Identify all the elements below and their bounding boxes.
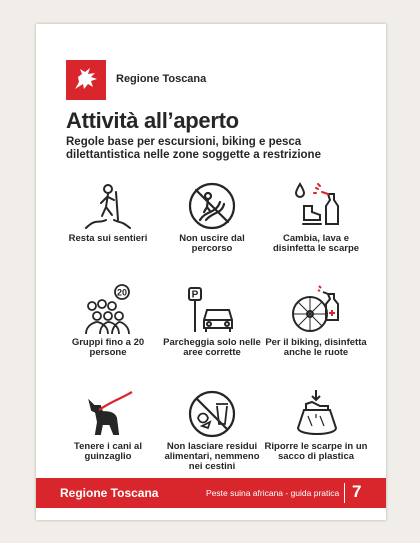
rule-caption: Gruppi fino a 20 persone bbox=[71, 337, 145, 358]
no-food-waste-icon bbox=[186, 388, 238, 440]
rule-caption: Non lasciare residui alimentari, nemmeno nei cestini bbox=[164, 441, 260, 472]
group-size-badge: 20 bbox=[116, 287, 128, 298]
group-20-icon bbox=[82, 284, 134, 336]
header-org-name: Regione Toscana bbox=[116, 73, 207, 85]
parking-sign-badge: P bbox=[191, 289, 199, 301]
rule-caption: Parcheggia solo nelle aree corrette bbox=[163, 337, 261, 358]
rule-item bbox=[264, 382, 368, 486]
page-number: 7 bbox=[352, 482, 362, 501]
boots-and-spray-icon bbox=[290, 180, 342, 232]
rule-caption: Riporre le scarpe in un sacco di plastica bbox=[264, 441, 368, 462]
rule-item bbox=[160, 382, 264, 486]
bike-wheel-spray-icon bbox=[290, 284, 342, 336]
no-leaving-path-icon bbox=[186, 180, 238, 232]
parking-car-icon bbox=[186, 284, 238, 336]
guide-page bbox=[36, 24, 386, 520]
page-title: Attività all’aperto bbox=[66, 108, 239, 133]
page-footer bbox=[36, 478, 386, 508]
rule-item bbox=[160, 174, 264, 278]
dog-on-leash-icon bbox=[82, 388, 134, 440]
rule-caption: Cambia, lava e disinfetta le scarpe bbox=[272, 233, 360, 254]
rule-item bbox=[160, 278, 264, 382]
rule-item bbox=[264, 174, 368, 278]
rule-caption: Non uscire dal percorso bbox=[179, 233, 245, 254]
rule-item bbox=[56, 278, 160, 382]
shoes-in-bag-icon bbox=[290, 388, 342, 440]
footer-guide-label: Peste suina africana - guida pratica bbox=[206, 488, 340, 498]
rule-item bbox=[264, 278, 368, 382]
rule-caption: Resta sui sentieri bbox=[68, 233, 148, 244]
footer-divider bbox=[344, 483, 345, 503]
regione-toscana-logo bbox=[66, 60, 106, 100]
rule-caption: Tenere i cani al guinzaglio bbox=[74, 441, 142, 462]
pegasus-icon bbox=[66, 60, 106, 100]
footer-org-name: Regione Toscana bbox=[60, 486, 159, 500]
rule-item bbox=[56, 174, 160, 278]
rule-item bbox=[56, 382, 160, 486]
hiker-on-path-icon bbox=[82, 180, 134, 232]
rule-caption: Per il biking, disinfetta anche le ruote bbox=[265, 337, 367, 358]
rules-grid bbox=[56, 174, 368, 484]
page-subtitle: Regole base per escursioni, biking e pesca dilettantistica nelle zone soggette a restrizione bbox=[66, 136, 321, 161]
